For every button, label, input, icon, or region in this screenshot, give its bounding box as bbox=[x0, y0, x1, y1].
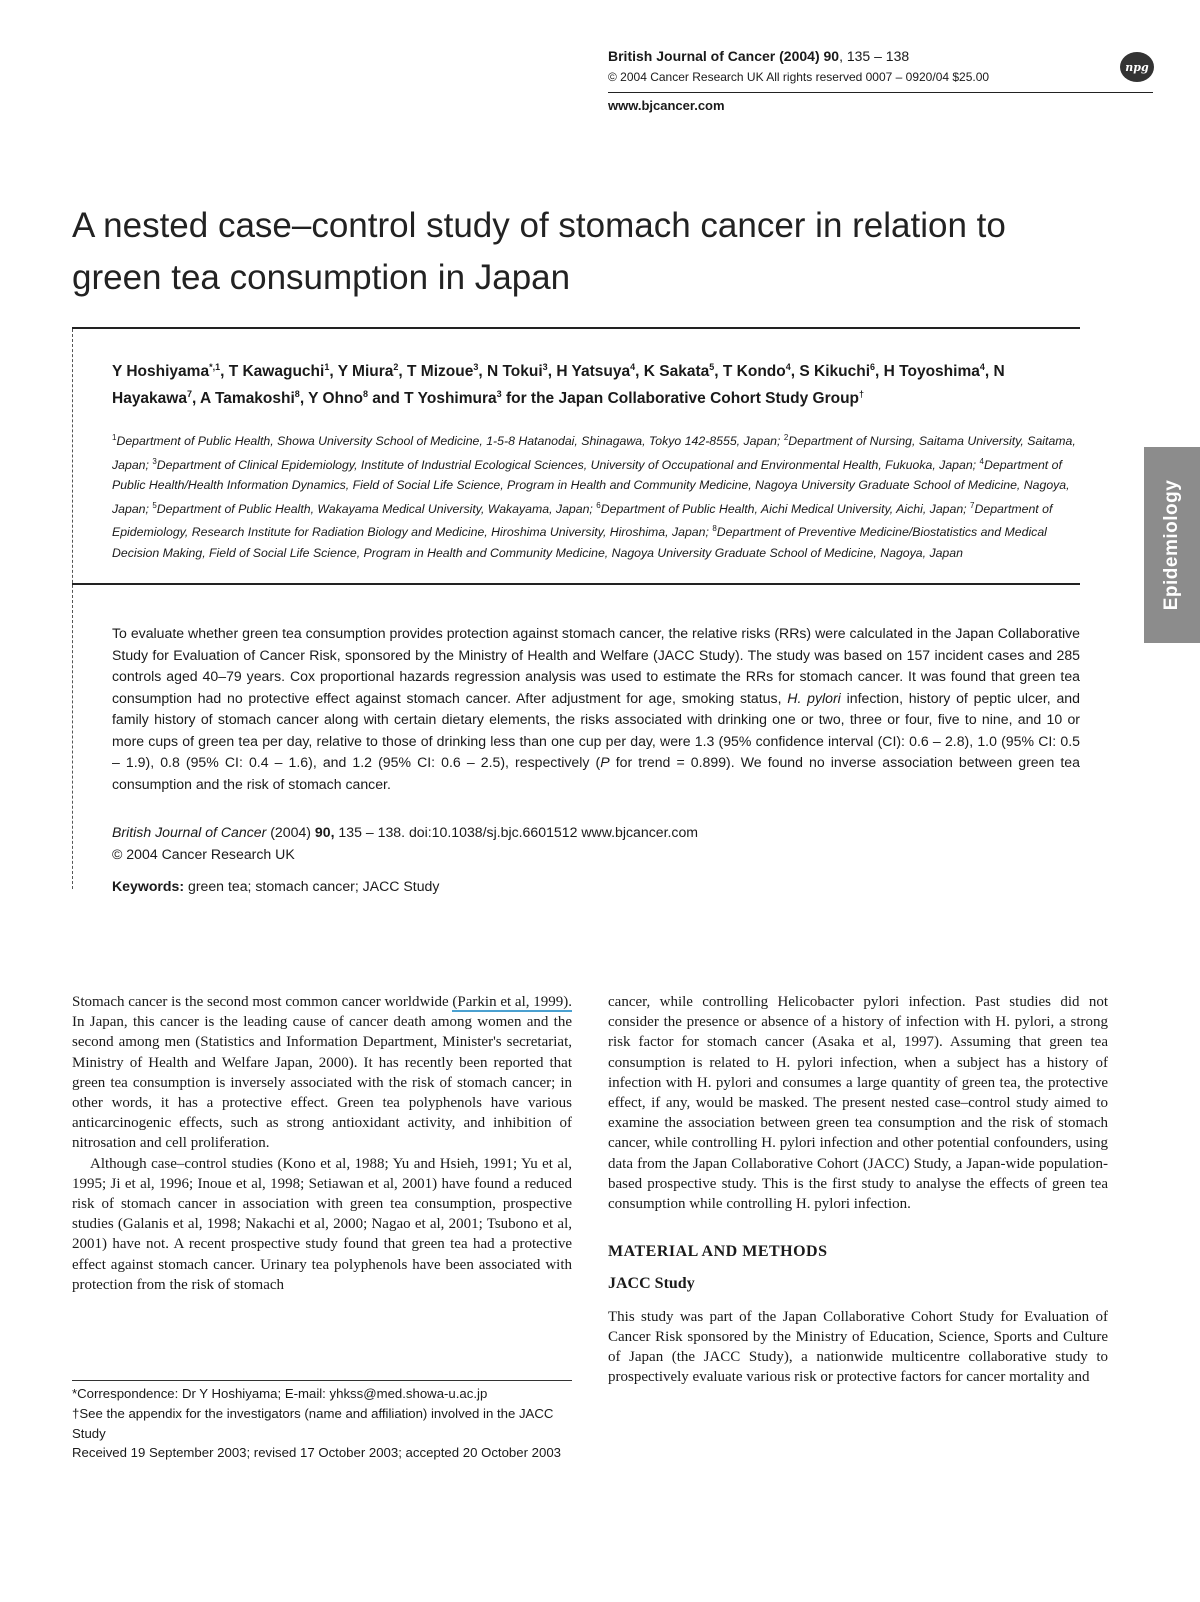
author-name: Y Ohno bbox=[308, 390, 363, 408]
abstract-italic-2: P bbox=[600, 754, 610, 770]
author-list: Y Hoshiyama$^{*,1}$, T Kawaguchi$^1$, Y Miura$^2$, T Mizoue$^3$, N Tokui$^3$, H Yatsuya$^4$, K Sakata$^5$, T Kondo$^4$, S Kikuchi$^6$, H Toyoshima$^4$, N Hayakawa$^7$, A Tamakoshi$^8$, Y Ohno$^8$ and T Yoshimura$^3$ for the Japan Collaborative Cohort Study Group† bbox=[112, 362, 1005, 408]
author-affiliation-mark: 3 bbox=[542, 362, 548, 372]
citation-block bbox=[112, 822, 1080, 865]
affiliation-number: 3 bbox=[152, 456, 157, 466]
paragraph: Stomach cancer is the second most common cancer worldwide (Parkin et al, 1999). In Japan, this cancer is the leading cause of cancer death among women and the second among men (Statistics and Information Department, Minister's secretariat, Ministry of Health and Welfare Japan, 2000). It has recently been reported that green tea consumption is inversely associated with the risk of stomach cancer; in other words, it has a protective effect. Green tea polyphenols have various anticarcinogenic effects, such as strong antioxidant activity, and inhibition of nitrosation and cell proliferation. bbox=[72, 994, 572, 1152]
affiliation-number: 8 bbox=[712, 524, 717, 534]
author-group: for the Japan Collaborative Cohort Study Group bbox=[501, 390, 860, 408]
copyright-line: © 2004 Cancer Research UK All rights reserved 0007 – 0920/04 $25.00 bbox=[608, 70, 990, 84]
keywords-label: Keywords: bbox=[112, 878, 185, 894]
author-name: N Tokui bbox=[486, 363, 543, 381]
affiliation-number: 4 bbox=[979, 456, 984, 466]
body-column-right bbox=[608, 992, 1108, 1387]
author-affiliation-mark: 4 bbox=[979, 362, 985, 372]
author-affiliation-mark: 3 bbox=[473, 362, 479, 372]
affiliation-number: 2 bbox=[783, 433, 789, 442]
author-name: Y Hoshiyama bbox=[112, 363, 210, 381]
author-name: Y Miura bbox=[337, 363, 394, 381]
author-name: A Tamakoshi bbox=[200, 390, 295, 408]
author-top-rule bbox=[72, 327, 1080, 329]
author-affiliation-mark: 5 bbox=[709, 362, 715, 372]
affiliation-text: Department of Public Health/Health Information Dynamics, Field of Social Life Science, Program in Health and Community Medicine, Nagoya University Graduate School of Medicine, Nagoya, Japan; bbox=[112, 457, 1070, 516]
author-affiliation-mark: 1 bbox=[324, 362, 330, 372]
author-name: H Toyoshima bbox=[883, 363, 980, 381]
author-name: K Sakata bbox=[643, 363, 710, 381]
journal-header bbox=[608, 48, 909, 64]
author-affiliation-mark: 8 bbox=[362, 389, 368, 400]
affiliation-number: 7 bbox=[970, 500, 975, 510]
paragraph: cancer, while controlling Helicobacter pylori infection. Past studies did not consider the presence or absence of a history of infection with H. pylori, a strong risk factor for stomach cancer (Asaka et al, 1997). Assuming that green tea consumption is related to H. pylori infection, when a subject has a history of infection with H. pylori and consumes a large quantity of green tea, the protective effect, if any, would be masked. The present nested case–control study aimed to examine the association between green tea consumption and the risk of stomach cancer, while controlling H. pylori infection and other potential confounders, using data from the Japan Collaborative Cohort (JACC) Study, a Japan-wide population-based prospective study. This is the first study to analyse the effects of green tea consumption while controlling H. pylori infection. bbox=[608, 994, 1108, 1213]
affiliation-text: Department of Preventive Medicine/Biostatistics and Medical Decision Making, Field of Social Life Science, Program in Health and Community Medicine, Nagoya University Graduate School of Medicine, Nagoya, Japan bbox=[112, 525, 1047, 560]
paper-title: A nested case–control study of stomach cancer in relation to green tea consumption in Japan bbox=[72, 206, 1006, 297]
affiliation-text: Department of Nursing, Saitama University, Saitama, Japan; bbox=[112, 434, 1076, 472]
abstract-italic-1: H. pylori bbox=[787, 689, 841, 706]
author-affiliation-mark: 8 bbox=[294, 389, 300, 400]
author-group-mark: † bbox=[859, 389, 865, 400]
affiliation-number: 6 bbox=[596, 500, 601, 510]
abstract-text-3: for trend = 0.899). We found no inverse association between green tea consumption and the risk of stomach cancer. bbox=[112, 754, 1080, 792]
footnote-appendix: †See the appendix for the investigators (name and affiliation) involved in the JACC Study bbox=[72, 1405, 554, 1441]
affiliation-number: 1 bbox=[112, 433, 117, 442]
header-rule bbox=[608, 92, 1153, 93]
author-name: H Yatsuya bbox=[556, 363, 631, 381]
affiliations bbox=[112, 428, 1080, 563]
footnotes bbox=[72, 1384, 572, 1463]
affiliation-text: Department of Public Health, Showa University School of Medicine, 1-5-8 Hatanodai, Shinagawa, Tokyo 142-8555, Japan; bbox=[116, 434, 784, 449]
author-name: S Kikuchi bbox=[799, 363, 871, 381]
abstract-text-1: To evaluate whether green tea consumption provides protection against stomach cancer, the relative risks (RRs) were calculated in the Japan Collaborative Study for Evaluation of Cancer Risk, sponsored by the Ministry of Health and Welfare (JACC Study). The study was based on 157 incident cases and 285 controls aged 40–79 years. Cox proportional hazards regression analysis was used to estimate the RRs for stomach cancer. It was found that green tea consumption had no protective effect against stomach cancer. After adjustment for age, smoking status, bbox=[112, 625, 1080, 706]
citation-doi[interactable]: 135 – 138. doi:10.1038/sj.bjc.6601512 www.bjcancer.com bbox=[334, 824, 699, 840]
keywords bbox=[112, 878, 1080, 894]
author-affiliation-mark: 3 bbox=[496, 389, 502, 400]
section-heading: MATERIAL AND METHODS bbox=[608, 1243, 828, 1261]
author-affiliation-mark: 2 bbox=[393, 362, 399, 372]
subsection-heading: JACC Study bbox=[608, 1275, 695, 1293]
abstract-margin-line bbox=[72, 329, 73, 889]
side-tab-label: Epidemiology bbox=[1161, 479, 1182, 611]
author-affiliation-mark: 4 bbox=[630, 362, 636, 372]
abstract-text-2: infection, history of peptic ulcer, and family history of stomach cancer along with certain dietary elements, the risks associated with drinking one or two, three or four, five to nine, and 10 or more cups of green tea per day, relative to those of drinking less than one cup per day, were 1.3 (95% confidence interval (CI): 0.6 – 2.8), 1.0 (95% CI: 0.5 – 1.9), 0.8 (95% CI: 0.4 – 1.6), and 1.2 (95% CI: 0.6 – 2.5), respectively ( bbox=[112, 689, 1080, 770]
keywords-text: green tea; stomach cancer; JACC Study bbox=[184, 878, 440, 894]
journal-name: British Journal of Cancer (2004) 90 bbox=[608, 48, 840, 64]
journal-url[interactable]: www.bjcancer.com bbox=[608, 98, 725, 113]
affiliation-text: Department of Public Health, Aichi Medical University, Aichi, Japan; bbox=[600, 501, 971, 516]
author-name: T Yoshimura bbox=[404, 390, 497, 408]
footnote-correspondence: *Correspondence: Dr Y Hoshiyama; E-mail: yhkss@med.showa-u.ac.jp bbox=[72, 1386, 488, 1401]
author-name: N Hayakawa bbox=[112, 363, 1005, 408]
author-affiliation-mark: 7 bbox=[186, 389, 192, 400]
author-affiliation-mark: *,1 bbox=[209, 362, 221, 372]
citation-link[interactable]: (Parkin et al, 1999). bbox=[452, 994, 572, 1010]
affiliation-text: Department of Epidemiology, Research Institute for Radiation Biology and Medicine, Hiroshima University, Hiroshima, Japan; bbox=[112, 501, 1053, 540]
author-name: T Kawaguchi bbox=[228, 363, 325, 381]
paragraph: Although case–control studies (Kono et al, 1988; Yu and Hsieh, 1991; Yu et al, 1995; Ji et al, 1996; Inoue et al, 1998; Setiawan et al, 2001) have found a reduced risk of stomach cancer in association with green tea consumption, prospective studies (Galanis et al, 1998; Nakachi et al, 2000; Nagao et al, 2001; Tsubono et al, 2001) have not. A recent prospective study found that green tea had a protective effect against stomach cancer. Urinary tea polyphenols have been associated with protection from the risk of stomach bbox=[72, 1155, 572, 1293]
citation-volume: 90, bbox=[314, 824, 335, 840]
citation-year: (2004) bbox=[266, 824, 315, 840]
affiliation-number: 5 bbox=[152, 500, 157, 510]
affiliation-text: Department of Public Health, Wakayama Medical University, Wakayama, Japan; bbox=[156, 501, 597, 516]
paragraph: This study was part of the Japan Collaborative Cohort Study for Evaluation of Cancer Risk sponsored by the Ministry of Education, Science, Sports and Culture of Japan (the JACC Study), a nationwide multicentre collaborative study to prospectively evaluate various risk or protective factors for cancer mortality and bbox=[608, 1308, 1108, 1386]
citation-copyright: © 2004 Cancer Research UK bbox=[112, 845, 295, 862]
author-name: T Mizoue bbox=[407, 363, 474, 381]
journal-pages: , 135 – 138 bbox=[839, 48, 910, 64]
footnote-received: Received 19 September 2003; revised 17 October 2003; accepted 20 October 2003 bbox=[72, 1445, 561, 1461]
citation-journal: British Journal of Cancer bbox=[112, 824, 267, 840]
author-bottom-rule bbox=[72, 583, 1080, 585]
npg-logo: npg bbox=[1120, 52, 1154, 82]
section-side-tab bbox=[1144, 447, 1200, 643]
body-column-left bbox=[72, 992, 572, 1295]
author-name: T Kondo bbox=[722, 363, 786, 381]
footnote-rule bbox=[72, 1380, 572, 1381]
author-affiliation-mark: 6 bbox=[870, 362, 876, 372]
affiliation-text: Department of Clinical Epidemiology, Institute of Industrial Ecological Sciences, University of Occupational and Environmental Health, Fukuoka, Japan; bbox=[156, 457, 980, 472]
abstract bbox=[112, 623, 1080, 795]
author-affiliation-mark: 4 bbox=[785, 362, 791, 372]
